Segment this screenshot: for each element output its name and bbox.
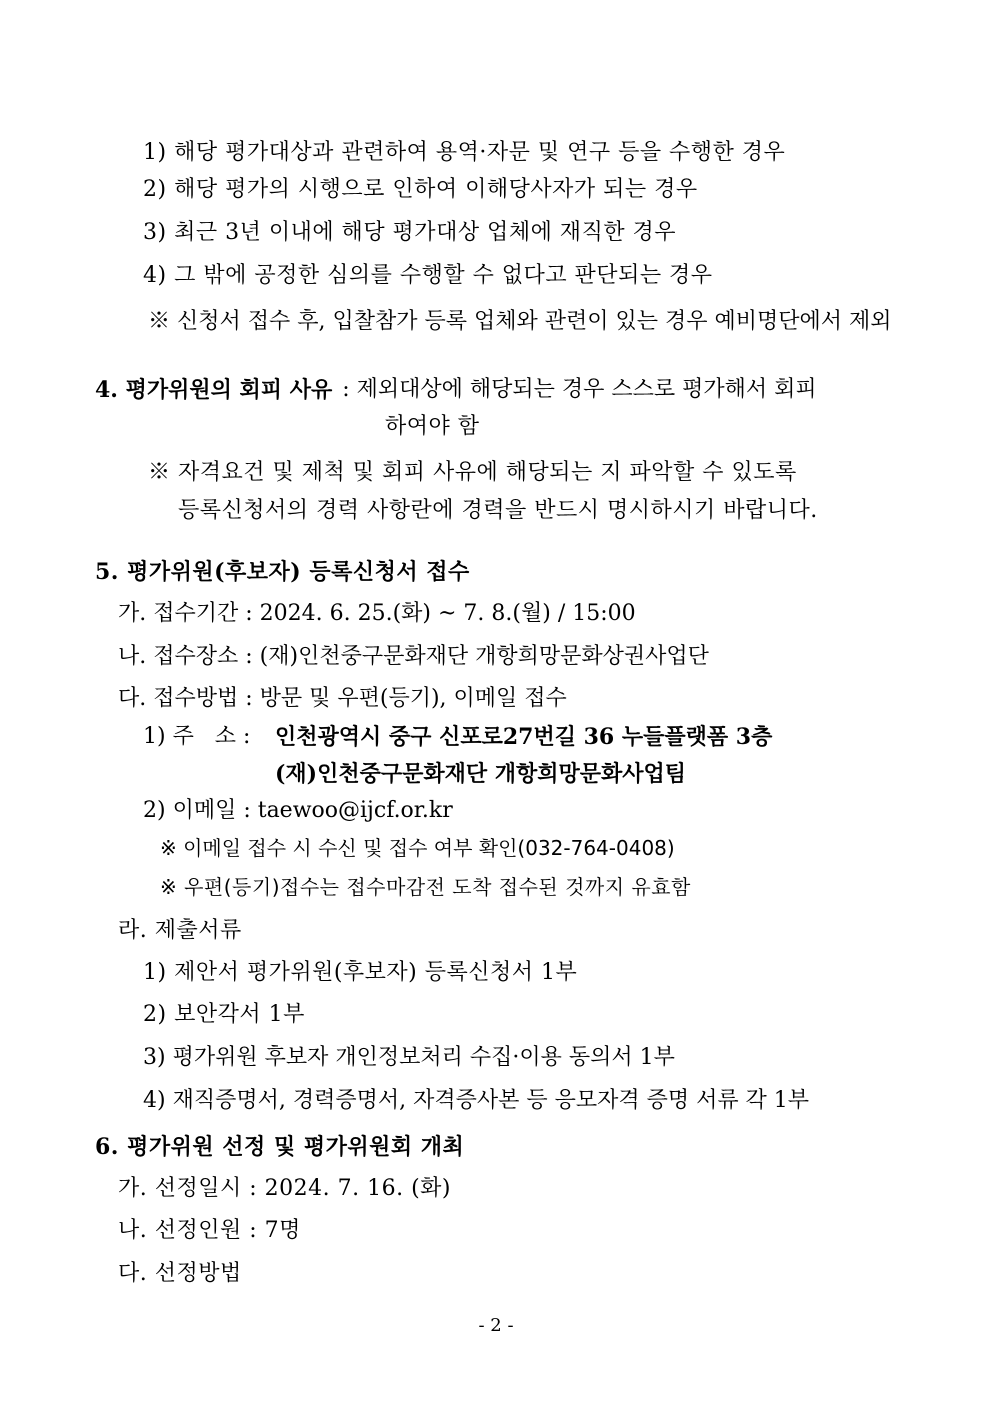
section6-count: 나. 선정인원 : 7명 — [118, 1218, 301, 1243]
section5-method: 다. 접수방법 : 방문 및 우편(등기), 이메일 접수 — [118, 686, 567, 711]
section4-desc-line2: 하여야 함 — [385, 414, 480, 439]
section5-docs-heading: 라. 제출서류 — [118, 918, 242, 943]
section5-post-note: ※ 우편(등기)접수는 접수마감전 도착 접수된 것까지 유효함 — [160, 875, 691, 899]
section5-address-line1: 인천광역시 중구 신포로27번길 36 누들플랫폼 3층 — [275, 724, 773, 750]
conflict-case-3: 3) 최근 3년 이내에 해당 평가대상 업체에 재직한 경우 — [143, 220, 677, 245]
section4-note-line2: 등록신청서의 경력 사항란에 경력을 반드시 명시하시기 바랍니다. — [178, 498, 818, 523]
section4-heading-row — [95, 376, 895, 404]
section5-address-line2: (재)인천중구문화재단 개항희망문화사업팀 — [275, 761, 687, 787]
section5-doc-3: 3) 평가위원 후보자 개인정보처리 수집·이용 동의서 1부 — [143, 1045, 675, 1070]
section5-place: 나. 접수장소 : (재)인천중구문화재단 개항희망문화상권사업단 — [118, 644, 709, 669]
section5-title: 5. 평가위원(후보자) 등록신청서 접수 — [95, 559, 470, 585]
section6-method: 다. 선정방법 — [118, 1261, 242, 1286]
section6-date: 가. 선정일시 : 2024. 7. 16. (화) — [118, 1176, 452, 1201]
conflict-note: ※ 신청서 접수 후, 입찰참가 등록 업체와 관련이 있는 경우 예비명단에서 제외 — [148, 309, 892, 334]
page-number: - 2 - — [478, 1315, 514, 1336]
section4-title: 4. 평가위원의 회피 사유 — [95, 377, 333, 403]
section5-address-label: 1) 주 소 : — [143, 724, 251, 749]
conflict-case-1: 1) 해당 평가대상과 관련하여 용역·자문 및 연구 등을 수행한 경우 — [143, 140, 786, 165]
section5-doc-1: 1) 제안서 평가위원(후보자) 등록신청서 1부 — [143, 960, 578, 985]
section5-doc-2: 2) 보안각서 1부 — [143, 1002, 305, 1027]
section5-period: 가. 접수기간 : 2024. 6. 25.(화) ~ 7. 8.(월) / 15:00 — [118, 601, 636, 626]
section5-doc-4: 4) 재직증명서, 경력증명서, 자격증사본 등 응모자격 증명 서류 각 1부 — [143, 1088, 810, 1113]
section4-desc-line1: : 제외대상에 해당되는 경우 스스로 평가해서 회피 — [342, 377, 817, 402]
section4-note-line1: ※ 자격요건 및 제척 및 회피 사유에 해당되는 지 파악할 수 있도록 — [148, 460, 797, 485]
section5-email-note: ※ 이메일 접수 시 수신 및 접수 여부 확인(032-764-0408) — [160, 836, 675, 860]
section6-title: 6. 평가위원 선정 및 평가위원회 개최 — [95, 1134, 465, 1160]
section5-email: 2) 이메일 : taewoo@ijcf.or.kr — [143, 798, 453, 823]
conflict-case-4: 4) 그 밖에 공정한 심의를 수행할 수 없다고 판단되는 경우 — [143, 263, 713, 288]
conflict-case-2: 2) 해당 평가의 시행으로 인하여 이해당사자가 되는 경우 — [143, 177, 698, 202]
